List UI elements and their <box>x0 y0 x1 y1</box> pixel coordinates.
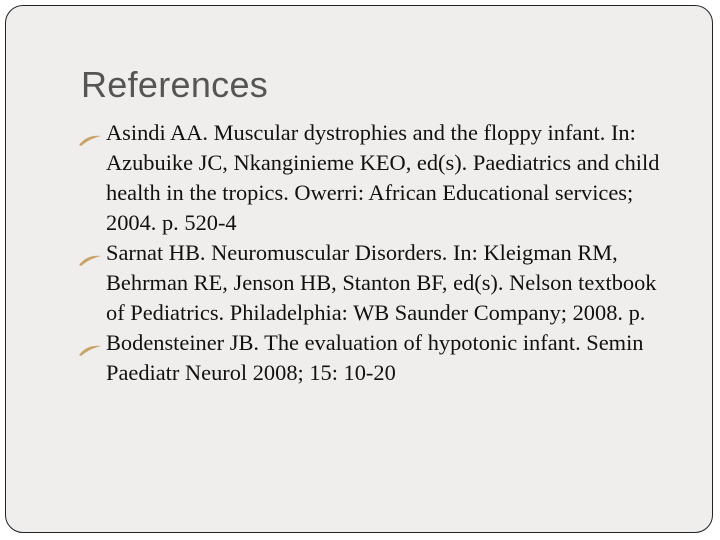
reference-item <box>78 118 678 238</box>
reference-text: Sarnat HB. Neuromuscular Disorders. In: Kleigman RM, Behrman RE, Jenson HB, Stanton BF, ed(s). Nelson textbook of Pediatrics. Philadelphia: WB Saunder Company; 2008. p. <box>106 240 657 325</box>
reference-text: Bodensteiner JB. The evaluation of hypotonic infant. Semin Paediatr Neurol 2008; 15: 10-20 <box>106 330 644 385</box>
references-list <box>78 118 678 388</box>
reference-text: Asindi AA. Muscular dystrophies and the floppy infant. In: Azubuike JC, Nkanginieme KEO, ed(s). Paediatrics and child health in the tropics. Owerri: African Educational services; 2004. p. 520-4 <box>106 120 660 235</box>
swoosh-bullet-icon <box>78 126 102 140</box>
reference-item <box>78 238 678 328</box>
swoosh-bullet-icon <box>78 336 102 350</box>
slide-title: References <box>81 64 269 105</box>
swoosh-bullet-icon <box>78 246 102 260</box>
slide <box>5 5 713 533</box>
reference-item <box>78 328 678 388</box>
